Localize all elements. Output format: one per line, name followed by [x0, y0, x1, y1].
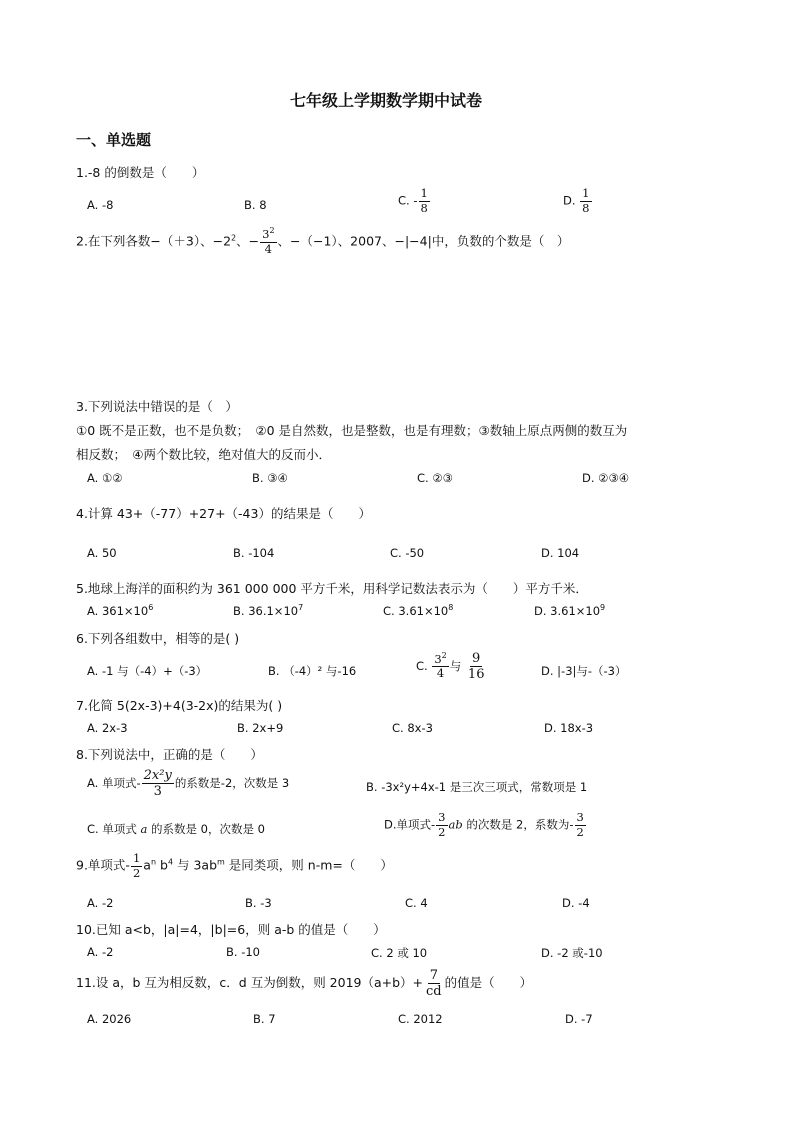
q9-text-3: b [156, 857, 168, 873]
fraction-numerator: 1 [582, 186, 590, 200]
q9-option-c[interactable]: C. 4 [405, 896, 428, 910]
fraction-numerator: 1 [420, 186, 428, 200]
section-heading: 一、单选题 [76, 131, 152, 149]
page-title: 七年级上学期数学期中试卷 [290, 91, 483, 110]
q3-option-b[interactable]: B. ③④ [252, 471, 288, 485]
q8-option-d-fraction-2 [575, 812, 586, 838]
q6-option-c[interactable] [416, 652, 487, 681]
q11-text-2: 的值是（ ） [444, 975, 533, 990]
q11-fraction [424, 969, 444, 998]
q7-option-b[interactable]: B. 2x+9 [237, 721, 284, 735]
q5-option-c-exponent: 8 [448, 603, 454, 613]
q3-option-a[interactable]: A. ①② [87, 471, 123, 485]
fraction-denominator: 2 [576, 824, 584, 839]
q5-option-a[interactable] [87, 604, 153, 618]
fraction-numerator [432, 650, 448, 668]
question-11 [76, 969, 532, 998]
question-8: 8.下列说法中，正确的是（ ） [76, 747, 263, 762]
fraction-numerator-exponent: 2 [441, 650, 447, 660]
q5-option-c[interactable] [383, 604, 453, 618]
q5-option-d[interactable] [534, 604, 605, 618]
fraction-numerator-base: 3 [262, 227, 270, 241]
q2-fraction [260, 226, 276, 256]
q8-option-a-suffix: 的系数是-2，次数是 3 [174, 776, 290, 790]
q5-option-b-text: B. 36.1×10 [233, 604, 299, 618]
q2-exponent: 2 [231, 233, 237, 243]
q1-option-d-prefix: D. [563, 193, 580, 208]
q1-option-c[interactable] [398, 188, 431, 214]
q3-statement-line-2: 相反数； ④两个数比较，绝对值大的反而小． [76, 447, 331, 462]
question-4: 4.计算 43+（-77）+27+（-43）的结果是（ ） [76, 506, 371, 521]
fraction-denominator: 4 [436, 666, 445, 680]
fraction-denominator: 2 [438, 824, 446, 839]
q8-option-c-suffix: 的系数是 0，次数是 0 [151, 822, 265, 836]
q8-option-b-suffix: 是三次三项式，常数项是 1 [449, 780, 588, 794]
q11-option-d[interactable]: D. -7 [565, 1012, 593, 1026]
q10-option-b[interactable]: B. -10 [226, 945, 260, 959]
q5-option-b[interactable] [233, 604, 303, 618]
question-3: 3.下列说法中错误的是（ ） [76, 399, 238, 414]
q1-option-c-prefix: C. - [398, 193, 418, 208]
q1-option-c-fraction [419, 188, 430, 214]
q9-text-5: 是同类项，则 n-m=（ ） [224, 857, 393, 873]
question-9 [76, 853, 393, 879]
q8-option-d-variable: ab [448, 817, 463, 832]
q9-exponent-4: 4 [167, 857, 174, 867]
q9-option-b[interactable]: B. -3 [245, 896, 272, 910]
q8-option-d-prefix: D.单项式- [384, 817, 436, 832]
q9-text-1: 9.单项式- [76, 857, 130, 873]
q1-option-a[interactable]: A. -8 [87, 198, 114, 212]
q8-option-d-fraction-1 [436, 812, 447, 838]
fraction-denominator: 2 [132, 865, 141, 880]
q6-option-d[interactable]: D. |-3|与-（-3） [541, 664, 627, 678]
q6-option-b[interactable]: B. （-4）² 与-16 [268, 664, 357, 678]
fraction-numerator: 3 [576, 810, 584, 824]
q1-option-b[interactable]: B. 8 [244, 198, 267, 212]
fraction-numerator-base: 3 [434, 651, 442, 666]
q5-option-a-exponent: 6 [148, 603, 154, 613]
q9-exponent-m: m [217, 857, 225, 867]
q1-option-d[interactable] [563, 188, 593, 214]
q2-text-3: 、−（−1）、2007、−|−4|中，负数的个数是（ ） [277, 233, 570, 249]
q5-option-a-text: A. 361×10 [87, 604, 149, 618]
q11-option-b[interactable]: B. 7 [253, 1012, 276, 1026]
q5-option-d-exponent: 9 [600, 603, 606, 613]
q6-option-c-mid: 与 [449, 659, 462, 673]
q8-option-b-expression: B. -3x²y+4x-1 [366, 780, 447, 794]
q10-option-c[interactable]: C. 2 或 10 [371, 946, 428, 960]
q11-option-c[interactable]: C. 2012 [398, 1012, 443, 1026]
question-1: 1.-8 的倒数是（ ） [76, 165, 205, 180]
q8-option-a[interactable] [87, 769, 289, 798]
q9-option-d[interactable]: D. -4 [562, 896, 590, 910]
q11-text-1: 11.设 a，b 互为相反数，c．d 互为倒数，则 2019（a+b）+ [76, 975, 424, 990]
fraction-denominator: 8 [420, 200, 428, 215]
q3-statement-line-1: ①0 既不是正数，也不是负数； ②0 是自然数，也是整数，也是有理数；③数轴上原点两侧的数互为 [76, 423, 628, 438]
q7-option-c[interactable]: C. 8x-3 [392, 721, 433, 735]
q8-option-d-mid: 的次数是 2，系数为- [466, 817, 574, 832]
q8-option-c-variable: a [140, 822, 148, 836]
q6-option-a[interactable]: A. -1 与（-4）+（-3） [87, 664, 208, 678]
q7-option-d[interactable]: D. 18x-3 [544, 721, 594, 735]
q5-option-c-text: C. 3.61×10 [383, 604, 449, 618]
q8-option-a-fraction [142, 769, 174, 798]
fraction-denominator: 8 [582, 200, 590, 215]
fraction-denominator: 3 [153, 784, 162, 799]
q5-option-d-text: D. 3.61×10 [534, 604, 601, 618]
question-7: 7.化简 5(2x-3)+4(3-2x)的结果为( ) [76, 698, 283, 713]
fraction-denominator: 4 [264, 241, 272, 256]
fraction-numerator: 1 [132, 851, 141, 865]
q9-fraction [131, 853, 142, 879]
q8-option-a-prefix: A. 单项式- [87, 776, 141, 790]
q9-text-2: a [143, 857, 151, 873]
q4-option-d[interactable]: D. 104 [541, 546, 580, 560]
q9-option-a[interactable]: A. -2 [87, 896, 114, 910]
q8-option-c-prefix: C. 单项式 [87, 822, 137, 836]
q6-option-c-prefix: C. [416, 659, 432, 673]
q6-option-c-fraction-1 [432, 650, 448, 680]
q5-option-b-exponent: 7 [298, 603, 304, 613]
q3-option-c[interactable]: C. ②③ [417, 471, 453, 485]
fraction-numerator: 7 [429, 968, 438, 983]
fraction-denominator: 16 [467, 667, 485, 682]
question-2 [76, 226, 570, 256]
q6-option-c-fraction-2 [466, 652, 487, 681]
q10-option-a[interactable]: A. -2 [87, 945, 114, 959]
q4-option-a[interactable]: A. 50 [87, 546, 117, 560]
q10-option-d[interactable]: D. -2 或-10 [541, 946, 603, 960]
q8-option-c[interactable] [87, 821, 265, 837]
q9-text-4: 与 3ab [173, 857, 218, 873]
q2-text-2: 、− [236, 233, 260, 249]
fraction-numerator: 2x²y [143, 768, 172, 783]
q7-option-a[interactable]: A. 2x-3 [87, 721, 128, 735]
fraction-numerator [260, 226, 276, 243]
q8-option-b[interactable] [366, 779, 587, 795]
q4-option-c[interactable]: C. -50 [390, 546, 425, 560]
q8-option-d[interactable] [384, 812, 587, 838]
q9-exponent-n: n [150, 857, 157, 867]
q1-option-d-fraction [580, 188, 591, 214]
q11-option-a[interactable]: A. 2026 [87, 1012, 132, 1026]
question-10: 10.已知 a<b，|a|=4，|b|=6，则 a-b 的值是（ ） [76, 922, 386, 937]
question-6: 6.下列各组数中，相等的是( ) [76, 631, 240, 646]
q4-option-b[interactable]: B. -104 [233, 546, 275, 560]
q2-text-1: 2.在下列各数−（＋3）、−2 [76, 233, 232, 249]
fraction-numerator: 3 [438, 810, 446, 824]
fraction-numerator-exponent: 2 [269, 226, 275, 236]
q3-option-d[interactable]: D. ②③④ [582, 471, 630, 485]
fraction-numerator: 9 [472, 651, 481, 666]
question-5: 5.地球上海洋的面积约为 361 000 000 平方千米，用科学记数法表示为（ ）平方千米． [76, 581, 588, 596]
fraction-denominator: cd [426, 984, 442, 999]
